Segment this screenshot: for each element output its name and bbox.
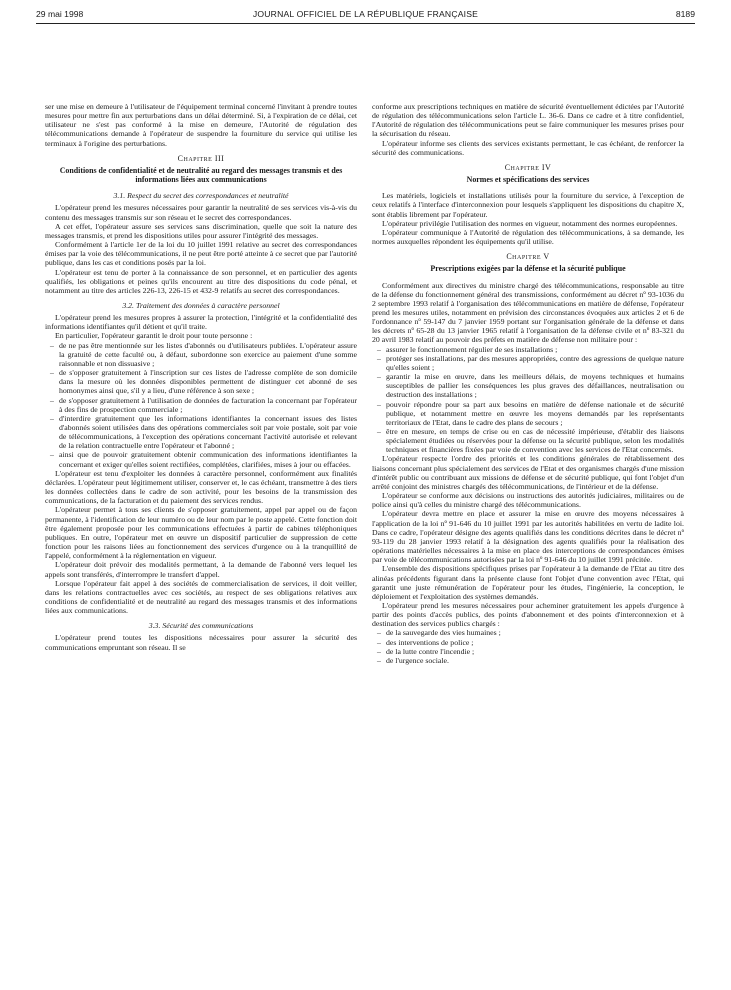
- paragraph: En particulier, l'opérateur garantit le droit pour toute personne :: [55, 331, 253, 341]
- chapter-title: Conditions de confidentialité et de neutralité au regard des messages transmis et des informations liées aux communications: [59, 165, 343, 185]
- list-item: – assurer le fonctionnement régulier de ses installations ;: [372, 345, 684, 354]
- list-item: – ainsi que de pouvoir gratuitement obtenir communication des informations identifiantes la concernant et exiger qu'elles soient rectifiées, complétées, clarifiées, mises à jour ou effacées.: [45, 450, 357, 468]
- header-rule: [36, 23, 695, 24]
- paragraph: L'opérateur communique à l'Autorité de régulation des télécommunications, à sa demande, les normes auxquelles répondent les équipements qu'il utilise.: [372, 227, 684, 247]
- list-item: – de ne pas être mentionnée sur les listes d'abonnés ou d'utilisateurs publiées. L'opérateur assure la gratuité de cette faculté ou, à défaut, subordonne son exercice au paiement d'une somme raisonnable et non dissuasive ;: [45, 341, 357, 368]
- right-column: [372, 102, 684, 665]
- chapter-title: Normes et spécifications des services: [466, 175, 590, 185]
- bullet-list: [372, 628, 684, 665]
- header-page-number: 8189: [675, 9, 695, 19]
- paragraph: Conformément à l'article 1er de la loi du 10 juillet 1991 relative au secret des correspondances émises par la voie des télécommunications, il ne peut être porté atteinte à ce secret que par l'autorité publique, dans les cas et conditions posés par la loi.: [45, 240, 357, 268]
- bullet-list: [45, 341, 357, 469]
- list-item: – pouvoir répondre pour sa part aux besoins en matière de défense nationale et de sécurité publique, et notamment mettre en œuvre les moyens demandés par les représentants territoriaux de l'Etat, dans le cadre des plans de secours ;: [372, 400, 684, 427]
- chapter-title: Prescriptions exigées par la défense et la sécurité publique: [430, 264, 626, 274]
- list-item: – de s'opposer gratuitement à l'inscription sur ces listes de l'adresse complète de son domicile dans la mesure où les données disponibles permettent de distinguer cet abonné de ses homonymes ainsi que, s'il y a lieu, d'une référence à son sexe ;: [45, 368, 357, 395]
- section-heading: 3.2. Traitement des données à caractère personnel: [122, 300, 280, 310]
- paragraph: L'opérateur devra mettre en place et assurer la mise en œuvre des moyens nécessaires à l'application de la loi nº 91-646 du 10 juillet 1991 par les autorités habilitées en vertu de ladite loi. Dans ce cadre, l'opérateur désigne des agents qualifiés dans les conditions décrites dans le décret nº 93-119 du 28 janvier 1993 relatif à la désignation des agents qualifiés pour la réalisation des opérations matérielles nécessaires à la mise en place des interceptions de correspondances émises par voie de télécommunications autorisées par la loi nº 91-646 du 10 juillet 1991 précitée.: [372, 509, 684, 565]
- paragraph: L'ensemble des dispositions spécifiques prises par l'opérateur à la demande de l'Etat au titre des alinéas précédents figurant dans la présente clause font l'objet d'une convention avec l'Etat, qui garantit une juste rémunération de l'opérateur pour les études, l'ingénierie, la conception, le déploiement et l'exploitation des systèmes demandés.: [372, 564, 684, 601]
- paragraph: L'opérateur prend toutes les dispositions nécessaires pour assurer la sécurité des communications empruntant son réseau. Il se: [45, 633, 357, 652]
- chapter-heading: Chapitre V: [506, 252, 550, 262]
- header-date: 29 mai 1998: [36, 9, 84, 19]
- paragraph: L'opérateur est tenu de porter à la connaissance de son personnel, et en particulier des agents qualifiés, les obligations et peines qu'ils encourent au titre des dispositions du code pénal, et notamment au titre des articles 226-13, 226-15 et 432-9 relatifs au secret des correspondances.: [45, 267, 357, 295]
- paragraph: L'opérateur doit prévoir des modalités permettant, à la demande de l'abonné vers lequel les appels sont transférés, d'interrompre le transfert d'appel.: [45, 560, 357, 579]
- list-item: – protéger ses installations, par des mesures appropriées, contre des agressions de quelque nature qu'elles soient ;: [372, 354, 684, 372]
- paragraph: L'opérateur respecte l'ordre des priorités et les conditions générales de rétablissement des liaisons concernant plus spécialement des services de l'Etat et des organismes chargés d'une mission d'intérêt public ou contribuant aux missions de défense et de sécurité publique, qui font l'objet d'un arrêté conjoint des ministres chargés des télécommunications, de l'intérieur et de la défense.: [372, 454, 684, 491]
- paragraph: conforme aux prescriptions techniques en matière de sécurité éventuellement édictées par l'Autorité de régulation des télécommunications selon l'article L. 36-6. Dans ce cadre et à titre confidentiel, l'Autorité de régulation des télécommunications peut se faire communiquer les mesures prises pour la sécurisation du réseau.: [372, 102, 684, 139]
- list-item: – de la sauvegarde des vies humaines ;: [372, 628, 684, 637]
- list-item: – des interventions de police ;: [372, 638, 684, 647]
- paragraph: L'opérateur prend les mesures nécessaires pour acheminer gratuitement les appels d'urgence à partir des points d'accès publics, des points d'abonnement et des points d'interconnexion et à destination des services publics chargés :: [372, 600, 684, 629]
- chapter-heading: Chapitre III: [177, 153, 225, 163]
- paragraph: L'opérateur prend les mesures nécessaires pour garantir la neutralité de ses services vis-à-vis du contenu des messages transmis sur son réseau et le secret des correspondances.: [45, 203, 357, 222]
- paragraph: L'opérateur prend les mesures propres à assurer la protection, l'intégrité et la confidentialité des informations identifiantes qu'il détient et qu'il traite.: [45, 313, 357, 332]
- list-item: – de l'urgence sociale.: [372, 656, 684, 665]
- chapter-heading: Chapitre IV: [504, 162, 552, 172]
- section-heading: 3.1. Respect du secret des correspondances et neutralité: [113, 191, 289, 201]
- list-item: – d'interdire gratuitement que les informations identifiantes la concernant issues des listes d'abonnés soient utilisées dans des opérations commerciales soit par voie postale, soit par voie de télécommunications, à l'exception des opérations concernant l'activité autorisée et relevant de la relation contractuelle entre l'opérateur et l'abonné ;: [45, 414, 357, 451]
- bullet-list: [372, 345, 684, 455]
- paragraph: A cet effet, l'opérateur assure ses services sans discrimination, quelle que soit la nature des messages transmis, et prend les dispositions utiles pour assurer l'intégrité des messages.: [45, 221, 357, 240]
- list-item: – être en mesure, en temps de crise ou en cas de nécessité impérieuse, d'établir des liaisons spécialement étudiées ou réservées pour la défense ou la sécurité publique, selon les modalités techniques et financières fixées par voie de convention avec les services de l'Etat concernés.: [372, 427, 684, 454]
- paragraph: ser une mise en demeure à l'utilisateur de l'équipement terminal concerné l'invitant à prendre toutes mesures pour mettre fin aux perturbations dans un délai déterminé. Si, à l'expiration de ce délai, cet utilisateur ne s'est pas conformé à la mise en demeure, l'Autorité de régulation des télécommunications demande à l'opérateur de suspendre la fourniture du service qui utilise les terminaux à l'origine des perturbations.: [45, 102, 357, 148]
- list-item: – de s'opposer gratuitement à l'utilisation de données de facturation la concernant par l'opérateur à des fins de prospection commerciale ;: [45, 396, 357, 414]
- paragraph: Conformément aux directives du ministre chargé des télécommunications, responsable au titre de la défense du fonctionnement général des transmissions, conformément au décret nº 93-1036 du 2 septembre 1993 relatif à l'organisation des télécommunications en matière de défense, l'opérateur prend les mesures utiles, notamment en prévision des circonstances évoquées aux articles 2 et 6 de l'ordonnance nº 59-147 du 7 janvier 1959 portant sur l'organisation générale de la défense et dans les décrets nº 65-28 du 13 janvier 1965 relatif à l'organisation de la défense civile et nº 83-321 du 20 avril 1983 relatif au pouvoir des préfets en matière de défense non militaire pour :: [372, 280, 684, 345]
- list-item: – garantir la mise en œuvre, dans les meilleurs délais, de moyens techniques et humains susceptibles de pallier les conséquences les plus graves des défaillances, neutralisation ou destruction des installations ;: [372, 372, 684, 399]
- paragraph: L'opérateur permet à tous ses clients de s'opposer gratuitement, appel par appel ou de façon permanente, à l'identification de leur numéro ou de leur nom par le poste appelé. Cette fonction doit être également proposée pour les communications effectuées à partir de cabines téléphoniques publiques. En outre, l'opérateur met en œuvre un dispositif particulier de suppression de cette fonction pour les raisons liées au fonctionnement des services d'urgence ou à la tranquillité de l'appelé, conformément à la réglementation en vigueur.: [45, 505, 357, 561]
- list-item: – de la lutte contre l'incendie ;: [372, 647, 684, 656]
- paragraph: L'opérateur se conforme aux décisions ou instructions des autorités judiciaires, militaires ou de police ainsi qu'à celles du ministre chargé des télécommunications.: [372, 491, 684, 510]
- header-journal-title: JOURNAL OFFICIEL DE LA RÉPUBLIQUE FRANÇAISE: [252, 9, 479, 19]
- left-column: [45, 102, 357, 652]
- paragraph: L'opérateur privilégie l'utilisation des normes en vigueur, notamment des normes européennes.: [382, 218, 678, 228]
- paragraph: Lorsque l'opérateur fait appel à des sociétés de commercialisation de services, il doit veiller, dans les relations contractuelles avec ces sociétés, au respect de ses obligations relatives aux conditions de confidentialité et de neutralité au regard des messages transmis et des informations liées aux communications.: [45, 578, 357, 616]
- paragraph: L'opérateur informe ses clients des services existants permettant, le cas échéant, de renforcer la sécurité des communications.: [372, 138, 684, 157]
- section-heading: 3.3. Sécurité des communications: [148, 621, 254, 631]
- paragraph: L'opérateur est tenu d'exploiter les données à caractère personnel, conformément aux finalités déclarées. L'opérateur peut légitimement utiliser, conserver et, le cas échéant, transmettre à des tiers les données collectées dans le cadre de son activité, pour les besoins de la transmission des communications, de la facturation et du paiement des services rendus.: [45, 468, 357, 506]
- paragraph: Les matériels, logiciels et installations utilisés pour la fourniture du service, à l'exception de ceux relatifs à l'interface d'interconnexion pour lesquels s'appliquent les dispositions du chapitre X, sont établis librement par l'opérateur.: [372, 191, 684, 219]
